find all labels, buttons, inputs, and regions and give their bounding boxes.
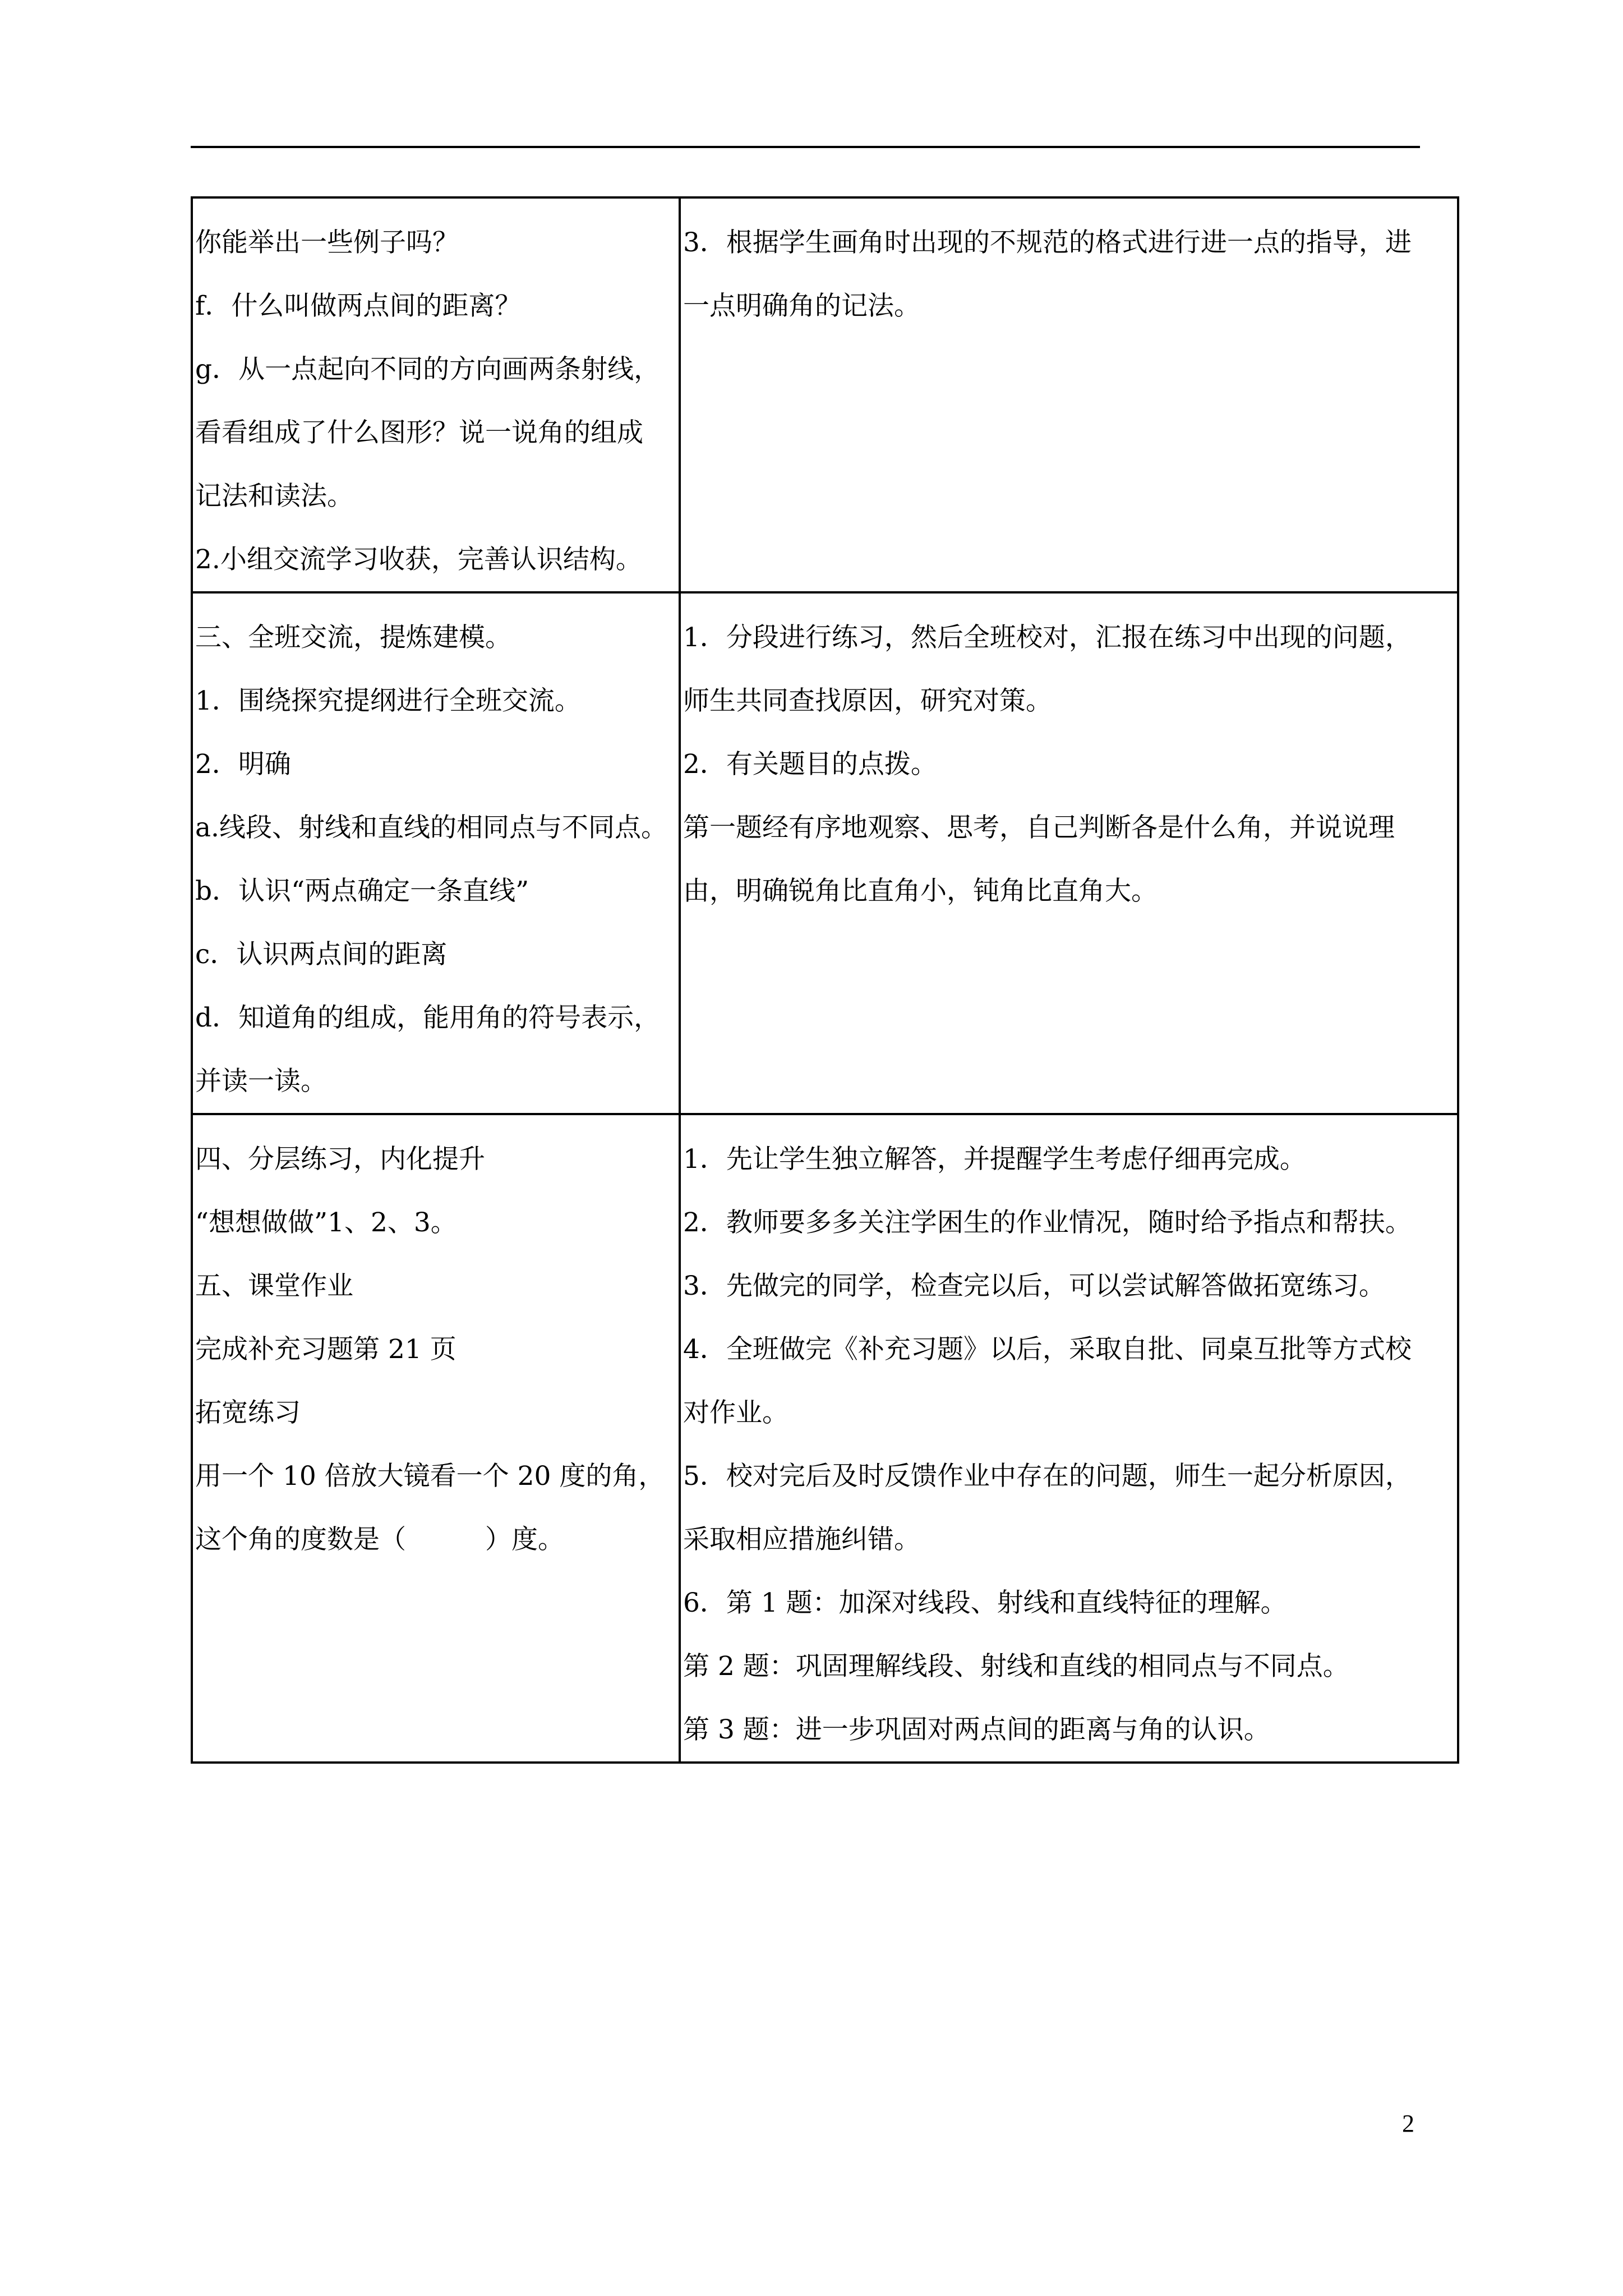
text-line: 三、全班交流，提炼建模。 xyxy=(195,622,511,653)
text-line: 3．根据学生画角时出现的不规范的格式进行进一点的指导，进 xyxy=(683,227,1412,258)
table-row xyxy=(192,197,1458,592)
text-line: 第 3 题：进一步巩固对两点间的距离与角的认识。 xyxy=(683,1714,1270,1745)
text-line: 四、分层练习，内化提升 xyxy=(195,1144,485,1175)
table-row xyxy=(192,1114,1458,1763)
right-cell xyxy=(680,1114,1458,1763)
left-cell xyxy=(192,1114,680,1763)
text-line: f．什么叫做两点间的距离？ xyxy=(195,291,522,321)
text-line: c．认识两点间的距离 xyxy=(195,939,448,970)
text-line: 2．有关题目的点拨。 xyxy=(683,749,937,780)
text-line: 师生共同查找原因，研究对策。 xyxy=(683,685,1052,716)
text-line: d．知道角的组成，能用角的符号表示， xyxy=(195,1002,661,1033)
right-cell xyxy=(680,592,1458,1114)
text-line: g．从一点起向不同的方向画两条射线， xyxy=(195,354,661,385)
text-line: 一点明确角的记法。 xyxy=(683,291,920,321)
text-line: 对作业。 xyxy=(683,1397,789,1428)
text-line: 1．分段进行练习，然后全班校对，汇报在练习中出现的问题， xyxy=(683,622,1412,653)
text-line: 这个角的度数是（ ）度。 xyxy=(195,1524,564,1555)
text-line: 1．先让学生独立解答，并提醒学生考虑仔细再完成。 xyxy=(683,1144,1306,1175)
text-line: 拓宽练习 xyxy=(195,1397,301,1428)
text-line: 用一个 10 倍放大镜看一个 20 度的角， xyxy=(195,1461,665,1492)
text-line: 第 2 题：巩固理解线段、射线和直线的相同点与不同点。 xyxy=(683,1651,1349,1682)
text-line: 5．校对完后及时反馈作业中存在的问题，师生一起分析原因， xyxy=(683,1461,1412,1492)
text-line: 完成补充习题第 21 页 xyxy=(195,1334,457,1365)
page-number: 2 xyxy=(1402,2110,1414,2137)
text-line: “想想做做”1、2、3。 xyxy=(195,1207,457,1238)
text-line: 4．全班做完《补充习题》以后，采取自批、同桌互批等方式校 xyxy=(683,1334,1412,1365)
left-cell xyxy=(192,592,680,1114)
text-line: 2．教师要多多关注学困生的作业情况，随时给予指点和帮扶。 xyxy=(683,1207,1412,1238)
text-line: 1．围绕探究提纲进行全班交流。 xyxy=(195,685,581,716)
table-row xyxy=(192,592,1458,1114)
text-line: 五、课堂作业 xyxy=(195,1271,353,1301)
header-rule xyxy=(191,146,1420,148)
text-line: 2．明确 xyxy=(195,749,291,780)
text-line: 看看组成了什么图形？说一说角的组成 xyxy=(195,417,643,448)
text-line: 采取相应措施纠错。 xyxy=(683,1524,920,1555)
lesson-plan-table xyxy=(191,196,1459,1764)
text-line: a.线段、射线和直线的相同点与不同点。 xyxy=(195,812,667,843)
text-line: 第一题经有序地观察、思考，自己判断各是什么角，并说说理 xyxy=(683,812,1395,843)
text-line: 由，明确锐角比直角小，钝角比直角大。 xyxy=(683,876,1158,907)
text-line: 记法和读法。 xyxy=(195,481,353,512)
text-line: 2.小组交流学习收获，完善认识结构。 xyxy=(195,544,642,575)
text-line: 3．先做完的同学，检查完以后，可以尝试解答做拓宽练习。 xyxy=(683,1271,1385,1301)
text-line: 并读一读。 xyxy=(195,1066,327,1097)
text-line: 6．第 1 题：加深对线段、射线和直线特征的理解。 xyxy=(683,1588,1287,1618)
text-line: b．认识“两点确定一条直线” xyxy=(195,876,529,907)
right-cell xyxy=(680,197,1458,592)
left-cell xyxy=(192,197,680,592)
text-line: 你能举出一些例子吗？ xyxy=(195,227,459,258)
